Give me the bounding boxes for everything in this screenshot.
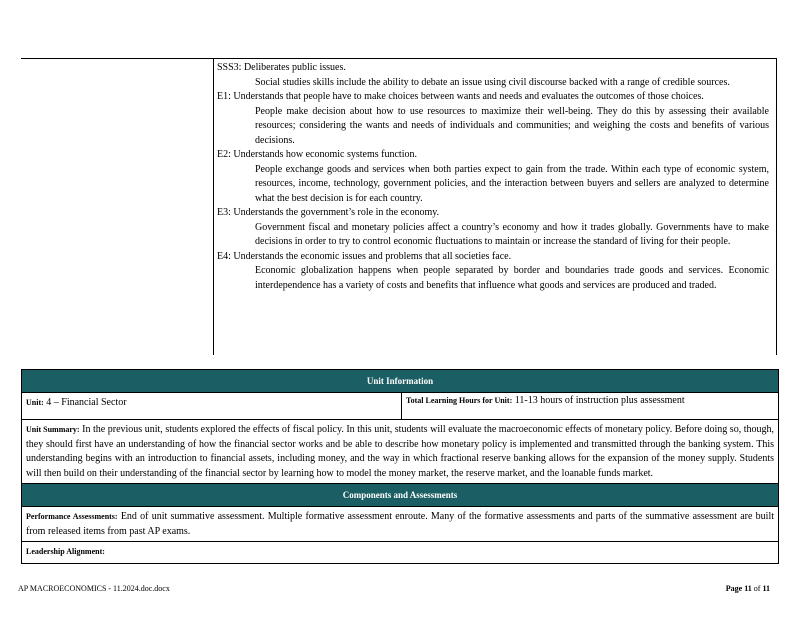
standard-e3-heading: E3: Understands the government’s role in the economy. — [217, 207, 440, 218]
standard-e2-heading: E2: Understands how economic systems function. — [217, 149, 417, 160]
unit-row — [22, 392, 778, 419]
standard-e2-bullet: People exchange goods and services when both parties expect to gain from the trade. Within each type of economic system, resources, income, technology, government policies, and the interaction between buyers and sellers are analyzed to determine what the best decision is for each country. — [235, 163, 769, 207]
page-label: Page — [725, 584, 743, 593]
summary-text: In the previous unit, students explored the effects of fiscal policy. In this unit, students will evaluate the macroeconomic effects of monetary policy. Before doing so, though, they should first have an understanding of how the financial sector works and be able to describe how monetary policy is implemented and transmitted through the banking system. This understanding begins with an introduction to financial assets, including money, and the way in which fractional reserve banking allows for the expansion of the money supply. Students will then build on their understanding of the financial sector by learning how to model the money market, the reserve market, and the loanable funds market. — [26, 424, 775, 479]
standards-right-border — [776, 59, 777, 355]
performance-assessments — [22, 506, 778, 541]
standard-e4-heading: E4: Understands the economic issues and problems that all societies face. — [217, 250, 512, 262]
leadership-label: Leadership Alignment: — [26, 547, 105, 556]
standard-sss3-heading: SSS3: Deliberates public issues. — [217, 62, 346, 73]
leadership-alignment — [22, 541, 778, 563]
unit-value: 4 – Financial Sector — [46, 397, 127, 408]
standards-content — [217, 61, 769, 293]
performance-text: End of unit summative assessment. Multiple formative assessment enroute. Many of the formative assessments and parts of the summative assessment are built from released items from past AP exams. — [26, 511, 774, 537]
standard-e3-bullet: Government fiscal and monetary policies affect a country’s economy and how it trades globally. Governments have to make decisions in order to try to control economic fluctuations to maintain or increase the standard of living for their people. — [235, 221, 769, 250]
bullet-icon — [235, 163, 255, 207]
standards-table — [21, 58, 777, 355]
standard-e1-bullet: People make decision about how to use resources to maximize their well-being. They do this by assessing their available resources; considering the wants and needs of individuals and communities; and weighing the costs and benefits of various decisions. — [235, 105, 769, 149]
components-header: Components and Assessments — [22, 483, 778, 506]
bullet-icon — [235, 76, 255, 91]
bullet-icon — [235, 264, 255, 293]
performance-label: Performance Assessments: — [26, 512, 118, 521]
summary-label: Unit Summary: — [26, 425, 80, 434]
page-num: 11 — [744, 584, 752, 593]
footer-filename: AP MACROECONOMICS - 11.2024.doc.docx — [18, 584, 170, 593]
hours-label: Total Learning Hours for Unit: — [406, 396, 513, 405]
standard-e1-heading: E1: Understands that people have to make choices between wants and needs and evaluates the outcomes of those choices. — [217, 91, 704, 102]
standard-sss3-bullet: Social studies skills include the ability to debate an issue using civil discourse backed with a range of credible sources. — [235, 76, 769, 91]
unit-label: Unit: — [26, 398, 44, 407]
standards-left-cell — [21, 59, 214, 355]
bullet-icon — [235, 105, 255, 149]
unit-information-header: Unit Information — [22, 370, 778, 392]
unit-information-table — [21, 369, 779, 564]
footer-page-number — [726, 584, 770, 593]
unit-summary — [22, 419, 778, 483]
hours-value: 11-13 hours of instruction plus assessment — [514, 395, 685, 406]
of-label: of — [753, 584, 761, 593]
page-total: 11 — [762, 584, 770, 593]
hours-cell — [402, 393, 778, 419]
unit-cell — [22, 393, 402, 419]
standard-e4-bullet: Economic globalization happens when people separated by border and boundaries trade goods and services. Economic interdependence has a variety of costs and benefits that influence what goods and services are produced and traded. — [235, 264, 769, 293]
bullet-icon — [235, 221, 255, 250]
